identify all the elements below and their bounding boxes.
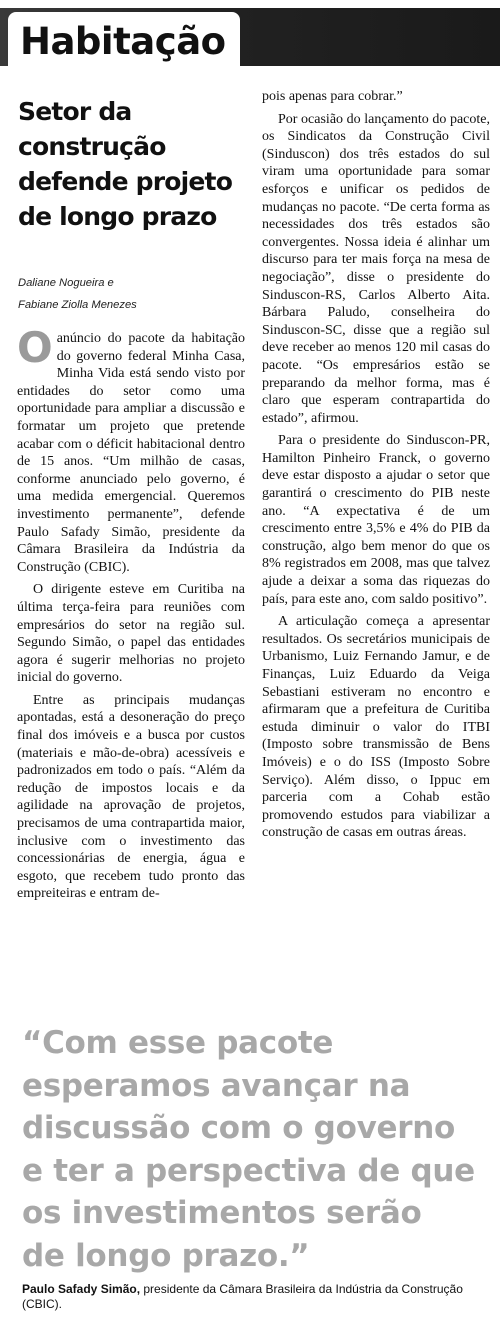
pull-quote-line: esperamos avançar na	[22, 1067, 411, 1104]
credit-name: Paulo Safady Simão,	[22, 1282, 141, 1296]
article-column-right	[262, 88, 490, 847]
byline-author-2: Fabiane Ziolla Menezes	[18, 299, 137, 311]
article-paragraph: A articulação começa a apresentar resultados. Os secretários municipais de Urbanismo, Luiz Fernando Jamur, e de Finanças, Luiz Eduardo da Veiga Sebastiani estiveram no encontro e afirmaram que a prefeitura de Curitiba estuda diminuir o valor do ITBI (Imposto sobre transmissão de Bens Imóveis) e o do ISS (Imposto Sobre Serviço). Além disso, o Ippuc em parceria com a Cohab estão promovendo estudos para viabilizar a construção de casas em outras áreas.	[262, 614, 490, 841]
article-column-left	[17, 323, 245, 908]
byline	[18, 272, 243, 316]
pull-quote-line: discussão com o governo	[22, 1110, 455, 1146]
byline-author-1: Daliane Nogueira e	[18, 277, 114, 289]
pull-quote-line: e ter a perspectiva de que	[22, 1152, 475, 1189]
article-paragraph: Entre as principais mudanças apontadas, está a desoneração do preço final dos imóveis e a busca por custos (materiais e mão-de-obra) acessíveis e padronizados em todo o país. “Além da redução de impostos locais e da agilidade na aprovação de projetos, precisamos de uma contrapartida maior, inclusive com o investimento das concessionárias de energia, água e esgoto, que recebem tudo pronto das empreiteiras e entram de-	[17, 692, 245, 902]
section-header	[0, 8, 500, 66]
article-paragraph: O dirigente esteve em Curitiba na última terça-feira para reuniões com empresários do setor na região sul. Segundo Simão, o papel das entidades agora é sugerir melhorias no projeto inicial do governo.	[17, 582, 245, 686]
pull-quote-line: “Com esse pacote	[22, 1025, 334, 1061]
pull-quote-line: de longo prazo.”	[22, 1237, 310, 1274]
drop-cap: O	[17, 323, 53, 372]
article-paragraph: Por ocasião do lançamento do pacote, os Sindicatos da Construção Civil (Sinduscon) dos três estados do sul viram uma oportunidade para somar esforços e unificar os pedidos de mudanças no pacote. “De certa forma as necessidades dos três estados são convergentes. Nossa ideia é alinhar um discurso para ter mais força na mesa de negociação”, disse o presidente do Sinduscon-RS, Carlos Alberto Aita. Bárbara Paludo, conselheira do Sinduscon-SC, disse que a região sul deve receber ao menos 120 mil casas do pacote. “Os empresários estão se preparando da melhor forma, mas é claro que esperam contrapartida do estado”, afirmou.	[262, 111, 490, 426]
credit-role: presidente da Câmara Brasileira da Indústria da Construção (CBIC).	[22, 1282, 463, 1311]
paragraph-text: anúncio do pacote da habitação do governo federal Minha Casa, Minha Vida está sendo visto por entidades do setor como uma oportunidade para ampliar a discussão e formatar um projeto que pretende acabar com o déficit habitacional dentro de 15 anos. “Um milhão de casas, conforme anunciado pelo governo, é uma medida emergencial. Queremos investimento permanente”, defende Paulo Safady Simão, presidente da Câmara Brasileira da Indústria da Construção (CBIC).	[17, 331, 245, 575]
pull-quote	[22, 1022, 492, 1277]
article-paragraph: pois apenas para cobrar.”	[262, 89, 403, 104]
article-paragraph	[17, 323, 245, 576]
article-paragraph: Para o presidente do Sinduscon-PR, Hamilton Pinheiro Franck, o governo deve estar disposto a ajudar o setor que garantirá o crescimento do PIB neste ano. “A expectativa é de um crescimento entre 3,5% e 4% do PIB da construção, algo bem menor do que os 8% registrados em 2008, mas que talvez ajude a deixar a soma das riquezas do país, para este ano, com saldo positivo”.	[262, 433, 490, 607]
article-headline: Setor da construção defende projeto de longo prazo	[18, 97, 233, 231]
section-title: Habitação	[20, 20, 226, 63]
pull-quote-credit	[22, 1282, 482, 1312]
pull-quote-line: os investimentos serão	[22, 1195, 422, 1231]
